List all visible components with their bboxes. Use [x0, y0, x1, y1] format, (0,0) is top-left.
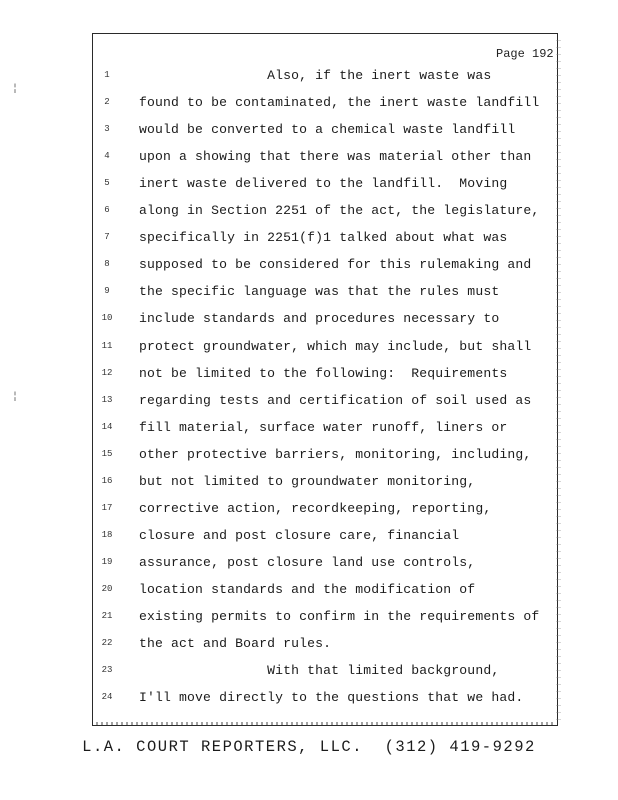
transcript-line: protect groundwater, which may include, but shall: [139, 338, 532, 354]
transcript-line: not be limited to the following: Requirements: [139, 365, 508, 381]
transcript-line: along in Section 2251 of the act, the legislature,: [139, 203, 540, 219]
transcript-line: existing permits to confirm in the requirements of: [139, 609, 540, 624]
line-number: 3: [104, 124, 110, 135]
scan-edge-speckle: [556, 40, 561, 720]
page-number: Page 192: [496, 47, 554, 61]
transcript-line: assurance, post closure land use controls,: [139, 554, 476, 570]
line-number: 12: [101, 367, 113, 378]
line-number: 19: [101, 556, 113, 567]
transcript-line: but not limited to groundwater monitoring,: [139, 473, 476, 489]
line-number: 22: [101, 638, 113, 649]
line-number: 7: [104, 232, 110, 243]
transcript-line: location standards and the modification of: [139, 581, 476, 597]
line-number: 8: [104, 259, 110, 270]
line-number: 14: [101, 421, 113, 432]
line-number: 11: [101, 340, 113, 351]
transcript-line: I'll move directly to the questions that we had.: [139, 690, 524, 706]
transcript-line: found to be contaminated, the inert waste landfill: [139, 95, 540, 111]
transcript-line: closure and post closure care, financial: [139, 527, 460, 543]
line-number: 1: [104, 70, 110, 80]
line-number: 24: [101, 692, 113, 703]
margin-mark-top: ¦: [12, 84, 19, 95]
line-number: 20: [101, 583, 113, 594]
transcript-line: the specific language was that the rules must: [139, 284, 500, 300]
transcript-line: would be converted to a chemical waste landfill: [139, 122, 516, 138]
transcript-line: the act and Board rules.: [139, 636, 332, 652]
line-number: 2: [104, 97, 110, 108]
transcript-line: corrective action, recordkeeping, reporting,: [139, 500, 492, 516]
line-number: 10: [101, 313, 113, 324]
transcript-line: With that limited background,: [139, 663, 500, 679]
margin-mark-middle: ¦: [12, 392, 19, 403]
line-number: 6: [104, 205, 110, 216]
line-number: 18: [101, 529, 113, 540]
line-number: 21: [101, 611, 113, 621]
line-number: 13: [101, 394, 113, 405]
transcript-line: Also, if the inert waste was: [139, 68, 492, 83]
line-number: 15: [101, 448, 113, 459]
transcript-line: specifically in 2251(f)1 talked about what was: [139, 230, 508, 246]
line-number: 23: [101, 665, 113, 676]
line-number: 9: [104, 286, 110, 297]
line-number: 16: [101, 475, 113, 486]
scan-bottom-speckle: [96, 722, 556, 725]
transcript-line: inert waste delivered to the landfill. Moving: [139, 176, 508, 192]
court-reporter-footer: L.A. COURT REPORTERS, LLC. (312) 419-9292: [82, 738, 536, 756]
line-number: 17: [101, 502, 113, 513]
transcript-line: include standards and procedures necessary to: [139, 311, 500, 327]
transcript-line: supposed to be considered for this rulemaking and: [139, 257, 532, 273]
line-number: 4: [104, 151, 110, 162]
transcript-line: upon a showing that there was material other than: [139, 149, 532, 165]
line-number: 5: [104, 178, 110, 189]
transcript-line: other protective barriers, monitoring, including,: [139, 446, 532, 462]
transcript-line: regarding tests and certification of soil used as: [139, 392, 532, 408]
transcript-line: fill material, surface water runoff, liners or: [139, 419, 508, 435]
